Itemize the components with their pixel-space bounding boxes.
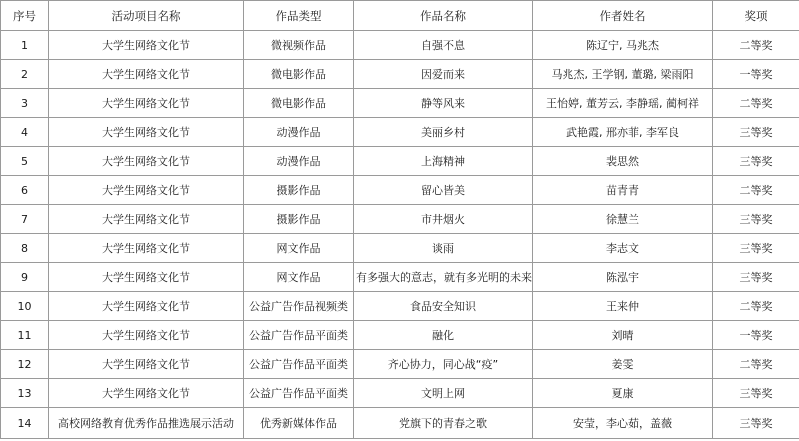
cell-award: 三等奖 (713, 263, 799, 292)
table-body (1, 31, 799, 439)
cell-authors: 刘晴 (533, 321, 713, 350)
cell-title: 自强不息 (354, 31, 533, 60)
cell-activity: 大学生网络文化节 (49, 205, 244, 234)
cell-activity: 大学生网络文化节 (49, 176, 244, 205)
cell-type: 公益广告作品平面类 (244, 379, 354, 408)
cell-title: 美丽乡村 (354, 118, 533, 147)
cell-activity: 大学生网络文化节 (49, 147, 244, 176)
cell-award: 三等奖 (713, 234, 799, 263)
cell-activity: 大学生网络文化节 (49, 379, 244, 408)
cell-activity: 大学生网络文化节 (49, 234, 244, 263)
cell-activity: 大学生网络文化节 (49, 292, 244, 321)
table-row (1, 321, 799, 350)
cell-no: 11 (1, 321, 49, 350)
cell-authors: 安莹，李心茹，盖薇 (533, 408, 713, 439)
table-row (1, 118, 799, 147)
cell-type: 摄影作品 (244, 205, 354, 234)
cell-type: 微电影作品 (244, 89, 354, 118)
cell-authors: 马兆杰, 王学钢, 董璐, 梁雨阳 (533, 60, 713, 89)
cell-award: 三等奖 (713, 408, 799, 439)
cell-title: 有多强大的意志，就有多光明的未来 (354, 263, 533, 292)
cell-no: 9 (1, 263, 49, 292)
cell-type: 公益广告作品平面类 (244, 321, 354, 350)
cell-title: 党旗下的青春之歌 (354, 408, 533, 439)
cell-award: 三等奖 (713, 205, 799, 234)
cell-award: 二等奖 (713, 292, 799, 321)
cell-activity: 大学生网络文化节 (49, 89, 244, 118)
cell-type: 优秀新媒体作品 (244, 408, 354, 439)
cell-award: 二等奖 (713, 31, 799, 60)
cell-activity: 大学生网络文化节 (49, 263, 244, 292)
cell-no: 4 (1, 118, 49, 147)
cell-authors: 王来仲 (533, 292, 713, 321)
table-row (1, 292, 799, 321)
cell-title: 因爱而来 (354, 60, 533, 89)
header-activity: 活动项目名称 (49, 1, 244, 31)
table-row (1, 350, 799, 379)
cell-title: 齐心协力，同心战“疫” (354, 350, 533, 379)
cell-type: 公益广告作品视频类 (244, 292, 354, 321)
cell-no: 14 (1, 408, 49, 439)
cell-authors: 姜雯 (533, 350, 713, 379)
cell-authors: 徐慧兰 (533, 205, 713, 234)
cell-authors: 武艳霞, 邢亦菲, 李军良 (533, 118, 713, 147)
table-row (1, 89, 799, 118)
cell-no: 5 (1, 147, 49, 176)
cell-type: 微电影作品 (244, 60, 354, 89)
cell-authors: 李志文 (533, 234, 713, 263)
cell-type: 公益广告作品平面类 (244, 350, 354, 379)
cell-award: 三等奖 (713, 379, 799, 408)
cell-authors: 陈辽宁, 马兆杰 (533, 31, 713, 60)
cell-award: 一等奖 (713, 60, 799, 89)
cell-activity: 大学生网络文化节 (49, 350, 244, 379)
table-row (1, 379, 799, 408)
cell-type: 微视频作品 (244, 31, 354, 60)
header-no: 序号 (1, 1, 49, 31)
cell-award: 二等奖 (713, 350, 799, 379)
header-award: 奖项 (713, 1, 799, 31)
cell-activity: 高校网络教育优秀作品推选展示活动 (49, 408, 244, 439)
cell-title: 文明上网 (354, 379, 533, 408)
cell-activity: 大学生网络文化节 (49, 321, 244, 350)
cell-no: 6 (1, 176, 49, 205)
header-authors: 作者姓名 (533, 1, 713, 31)
cell-title: 市井烟火 (354, 205, 533, 234)
cell-award: 三等奖 (713, 147, 799, 176)
table-row (1, 176, 799, 205)
cell-no: 10 (1, 292, 49, 321)
cell-title: 融化 (354, 321, 533, 350)
cell-no: 13 (1, 379, 49, 408)
cell-title: 上海精神 (354, 147, 533, 176)
cell-no: 1 (1, 31, 49, 60)
cell-authors: 夏康 (533, 379, 713, 408)
table-row (1, 263, 799, 292)
cell-type: 摄影作品 (244, 176, 354, 205)
table-row (1, 31, 799, 60)
header-row (1, 1, 799, 31)
table-row (1, 205, 799, 234)
cell-authors: 王怡婷, 董芳云, 李静瑶, 蔺柯祥 (533, 89, 713, 118)
table-row (1, 147, 799, 176)
cell-activity: 大学生网络文化节 (49, 118, 244, 147)
table-row (1, 234, 799, 263)
cell-authors: 裴思然 (533, 147, 713, 176)
cell-no: 12 (1, 350, 49, 379)
cell-title: 静等风来 (354, 89, 533, 118)
cell-award: 一等奖 (713, 321, 799, 350)
cell-authors: 苗青青 (533, 176, 713, 205)
cell-award: 二等奖 (713, 176, 799, 205)
cell-no: 3 (1, 89, 49, 118)
table-row (1, 408, 799, 439)
cell-type: 动漫作品 (244, 147, 354, 176)
cell-no: 8 (1, 234, 49, 263)
table-row (1, 60, 799, 89)
cell-title: 食品安全知识 (354, 292, 533, 321)
cell-type: 动漫作品 (244, 118, 354, 147)
cell-type: 网文作品 (244, 234, 354, 263)
cell-award: 二等奖 (713, 89, 799, 118)
header-title: 作品名称 (354, 1, 533, 31)
header-type: 作品类型 (244, 1, 354, 31)
cell-no: 2 (1, 60, 49, 89)
cell-activity: 大学生网络文化节 (49, 31, 244, 60)
cell-authors: 陈泓宇 (533, 263, 713, 292)
cell-activity: 大学生网络文化节 (49, 60, 244, 89)
cell-award: 三等奖 (713, 118, 799, 147)
table-header (1, 1, 799, 31)
cell-type: 网文作品 (244, 263, 354, 292)
cell-no: 7 (1, 205, 49, 234)
cell-title: 谈雨 (354, 234, 533, 263)
cell-title: 留心皆美 (354, 176, 533, 205)
